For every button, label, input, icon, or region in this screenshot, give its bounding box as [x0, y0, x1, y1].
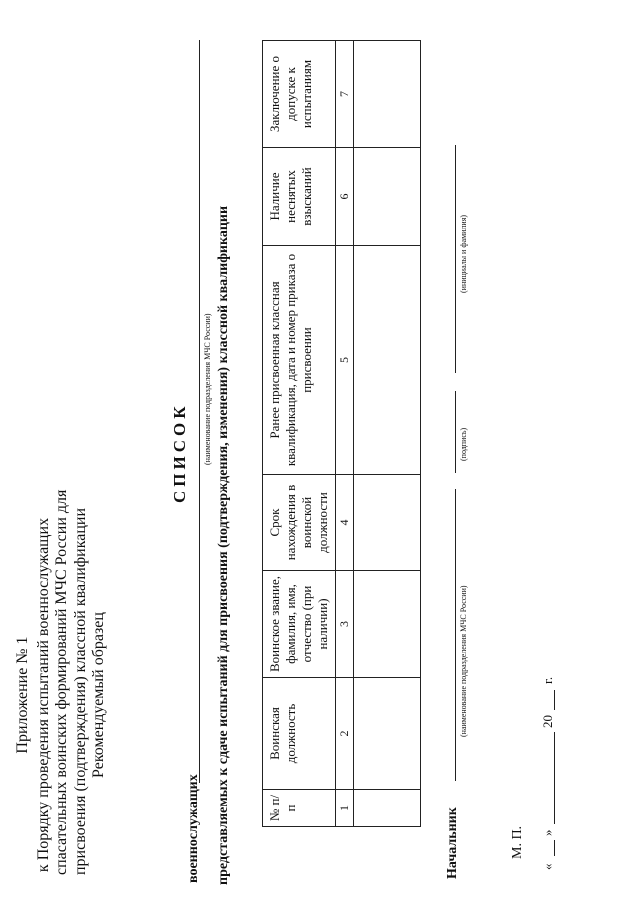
- date-month-blank: [542, 732, 555, 824]
- header-cell-penalties: Наличие неснятых взысканий: [263, 148, 336, 246]
- empty-cell: [354, 475, 421, 571]
- date-line: [540, 630, 560, 870]
- table-numbering-row: [336, 41, 354, 827]
- header-cell-position: Воинская должность: [263, 678, 336, 790]
- name-hint: (инициалы и фамилия): [459, 214, 468, 293]
- candidates-table: [262, 40, 421, 827]
- empty-cell: [354, 678, 421, 790]
- appendix-line-2: к Порядку проведения испытаний военнослужащих: [34, 517, 52, 873]
- header-cell-term: Срок нахождения в воинской должности: [263, 475, 336, 571]
- header-cell-previous-qualification: Ранее присвоенная классная квалификация, дата и номер приказа о присвоении: [263, 246, 336, 475]
- appendix-line-3: спасательных воинских формирований МЧС России для: [53, 489, 70, 875]
- empty-cell: [354, 246, 421, 475]
- appendix-header: [14, 489, 109, 875]
- servicemen-label: военнослужащих: [186, 774, 201, 883]
- empty-cell: [354, 790, 421, 827]
- chief-label: Начальник: [445, 807, 460, 879]
- chief-unit-hint: (наименование подразделения МЧС России): [459, 585, 468, 737]
- stamp-place-label: М. П.: [510, 825, 525, 859]
- empty-cell: [354, 41, 421, 148]
- header-cell-rank-name: Воинское звание, фамилия, имя, отчество (при наличии): [263, 571, 336, 678]
- appendix-number: Приложение № 1: [14, 636, 31, 754]
- appendix-line-4: присвоения (подтверждения) классной квалификации: [71, 507, 89, 875]
- empty-cell: [354, 571, 421, 678]
- chief-unit-line: [455, 489, 456, 781]
- header-cell-number: № п/п: [263, 790, 336, 827]
- table-empty-row: [354, 41, 421, 827]
- date-open-quote: «: [540, 863, 555, 870]
- header-cell-conclusion: Заключение о допуске к испытаниям: [263, 41, 336, 148]
- list-subtitle: представляемых к сдаче испытаний для присвоения (подтверждения, изменения) классной квалификации: [216, 205, 231, 885]
- column-number: 5: [336, 246, 354, 475]
- date-close-quote: »: [540, 829, 555, 836]
- date-year-blank: [542, 690, 555, 710]
- table-header-row: [263, 41, 336, 827]
- unit-name-line: [199, 40, 200, 783]
- column-number: 4: [336, 475, 354, 571]
- signature-line: [455, 391, 456, 473]
- column-number: 6: [336, 148, 354, 246]
- appendix-sample-note: Рекомендуемый образец: [90, 612, 107, 778]
- column-number: 3: [336, 571, 354, 678]
- column-number: 2: [336, 678, 354, 790]
- column-number: 7: [336, 41, 354, 148]
- column-number: 1: [336, 790, 354, 827]
- date-year-suffix: г.: [540, 676, 555, 684]
- signature-hint: (подпись): [459, 427, 468, 461]
- date-day-blank: [542, 840, 555, 856]
- unit-name-hint: (наименование подразделения МЧС России): [203, 313, 212, 465]
- name-line: [455, 145, 456, 373]
- empty-cell: [354, 148, 421, 246]
- date-year-prefix: 20: [540, 715, 555, 728]
- list-title: СПИСОК: [170, 402, 189, 503]
